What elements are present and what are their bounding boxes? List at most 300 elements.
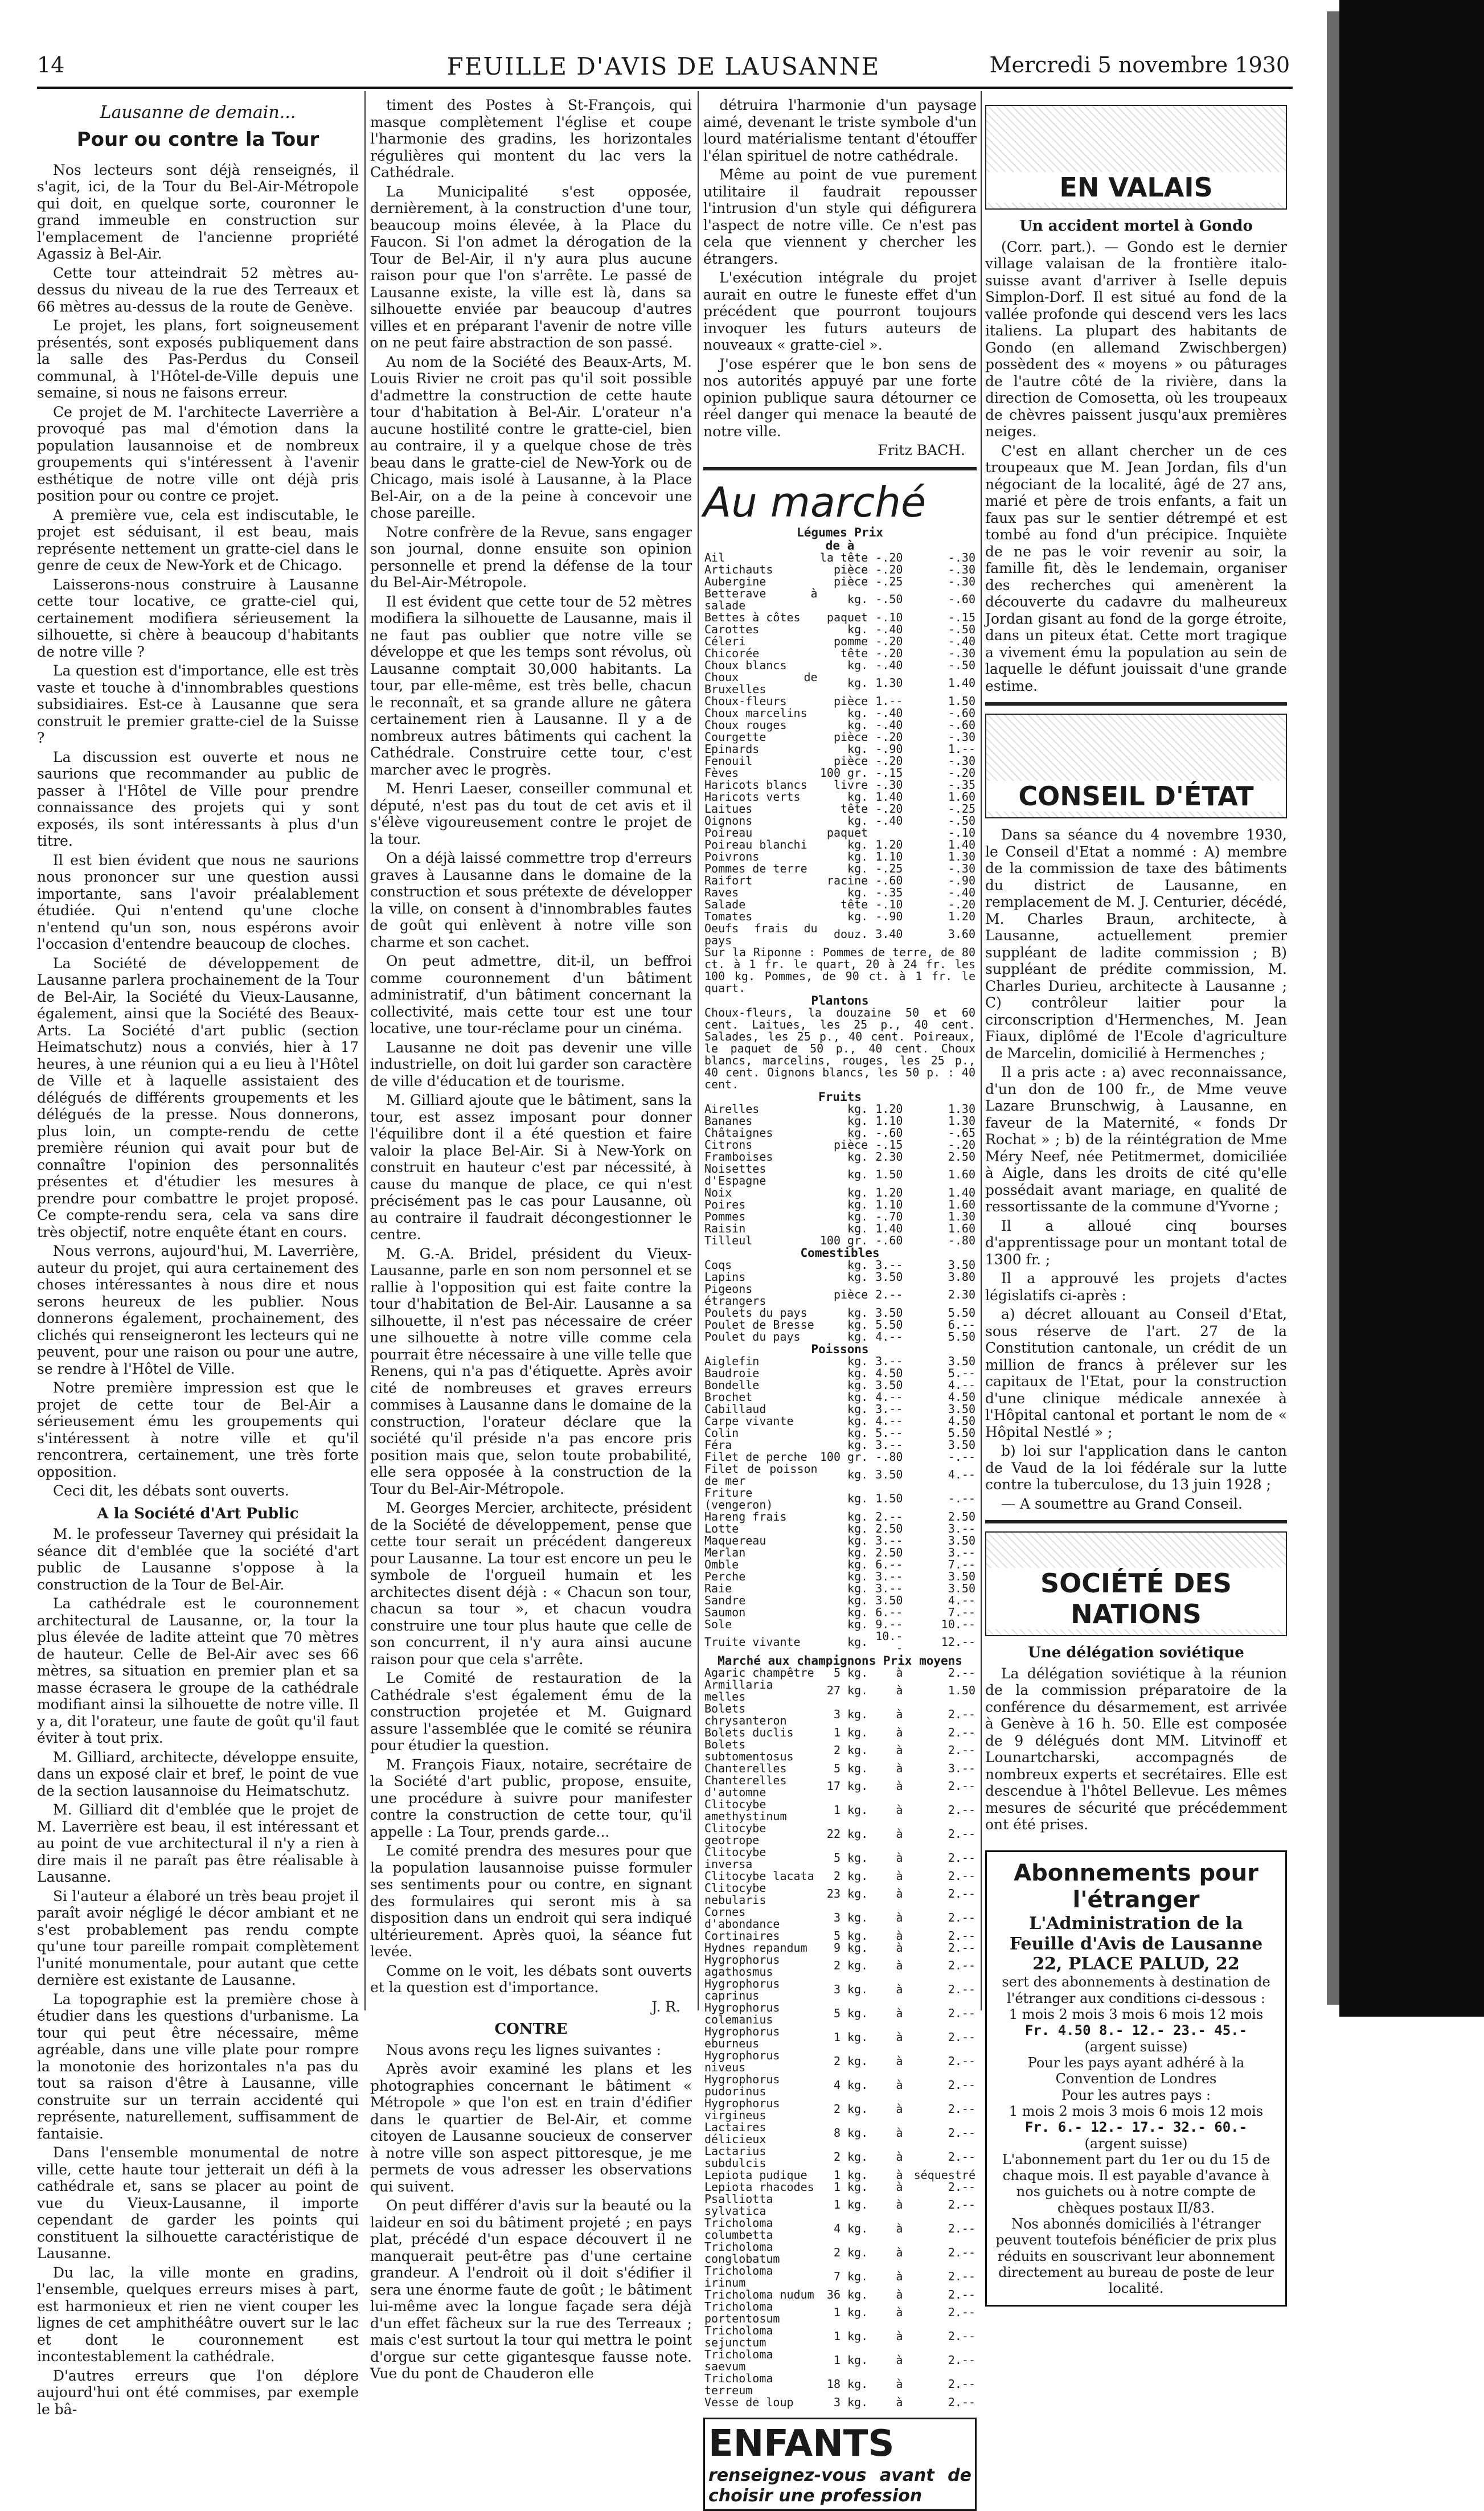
- table-cell: Baudroie: [704, 1366, 760, 1380]
- table-cell: Oignons: [704, 813, 753, 828]
- table-cell: à: [896, 2168, 903, 2182]
- table-cell: kg.: [847, 1509, 868, 1523]
- table-cell: 1.--: [875, 694, 903, 708]
- table-cell: 2.--: [948, 2287, 975, 2301]
- table-cell: Cabillaud: [704, 1402, 766, 1416]
- table-cell: -.60: [948, 706, 975, 720]
- en-valais-illustration: [985, 105, 1287, 210]
- table-row: [703, 1547, 977, 1559]
- table-row: [703, 2145, 977, 2169]
- table-cell: -.15: [948, 610, 975, 624]
- table-cell: Chicorée: [704, 646, 760, 660]
- table-cell: 4.--: [875, 1390, 903, 1404]
- table-cell: Lapins: [704, 1269, 746, 1284]
- table-cell: kg.: [847, 1414, 868, 1428]
- table-cell: tête: [840, 646, 868, 660]
- table-cell: 3.--: [948, 1545, 975, 1559]
- table-cell: Pommes de terre: [704, 861, 807, 875]
- table-cell: kg.: [847, 1366, 868, 1380]
- page-header: [37, 52, 1290, 87]
- table-cell: à: [896, 2006, 903, 2021]
- paragraph: Comme on le voit, les débats sont ouverts et la question est d'importance.: [370, 1962, 692, 1996]
- table-row: [703, 1331, 977, 1343]
- table-cell: Betterave à salade: [704, 586, 818, 612]
- table-row: [703, 1775, 977, 1799]
- table-cell: 3 kg.: [833, 1707, 868, 1722]
- table-row: [703, 791, 977, 803]
- table-cell: 2.--: [948, 1887, 975, 1901]
- table-cell: Filet de perche: [704, 1449, 807, 1464]
- table-row: [703, 911, 977, 923]
- table-cell: kg.: [847, 1221, 868, 1235]
- table-row: [703, 875, 977, 887]
- table-cell: kg.: [847, 1545, 868, 1559]
- table-cell: à: [896, 2054, 903, 2068]
- table-row: [703, 2002, 977, 2026]
- table-cell: 3.50: [875, 1468, 903, 1482]
- table-row: [703, 660, 977, 671]
- table-cell: -.60: [948, 718, 975, 732]
- table-row: [703, 1271, 977, 1283]
- table-cell: Tilleul: [704, 1233, 753, 1247]
- table-row: [703, 552, 977, 564]
- table-cell: 5.50: [948, 1426, 975, 1440]
- table-cell: livre: [833, 777, 868, 792]
- table-cell: -.10: [948, 825, 975, 839]
- table-row: [703, 1355, 977, 1367]
- table-cell: Céleri: [704, 634, 746, 648]
- table-cell: Brochet: [704, 1390, 753, 1404]
- table-cell: 1.10: [875, 1113, 903, 1128]
- scan-edge-shadow: [1327, 11, 1339, 2005]
- table-cell: -.30: [948, 730, 975, 744]
- table-cell: 1.50: [948, 1683, 975, 1698]
- news-headline: Un accident mortel à Gondo: [1019, 218, 1253, 235]
- table-cell: 3.--: [875, 1437, 903, 1452]
- column-rule: [981, 91, 982, 2010]
- table-cell: Tricholoma portentosum: [704, 2299, 780, 2325]
- table-row: [703, 671, 977, 695]
- subscription-ad: [985, 1850, 1287, 2307]
- table-cell: Vesse de loup: [704, 2395, 794, 2409]
- table-cell: kg.: [847, 718, 868, 732]
- table-cell: 3.--: [948, 1761, 975, 1775]
- table-cell: 1.30: [875, 676, 903, 690]
- table-cell: 2.--: [875, 1288, 903, 1302]
- table-row: [703, 1822, 977, 1846]
- table-cell: kg.: [847, 1378, 868, 1392]
- table-cell: 1.60: [948, 1221, 975, 1235]
- paragraph: Nos lecteurs sont déjà renseignés, il s'agit, ici, de la Tour du Bel-Air-Métropole qui doit, en quelque sorte, couronner le grand immeuble en construction sur l'emplacement de l'ancienne propriété Agassiz à Bel-Air.: [37, 161, 359, 262]
- table-cell: Airelles: [704, 1101, 760, 1116]
- table-cell: Cortinaires: [704, 1928, 780, 1943]
- paragraph: Lausanne ne doit pas devenir une ville industrielle, on doit lui garder son caractère de ville d'éducation et de tourisme.: [370, 1039, 692, 1089]
- table-cell: 2.30: [875, 1149, 903, 1164]
- table-cell: kg.: [847, 1125, 868, 1140]
- table-cell: 3.50: [948, 1402, 975, 1416]
- table-cell: kg.: [847, 909, 868, 923]
- paragraph: C'est en allant chercher un de ces troupeaux que M. Jean Jordan, fils d'un négociant de la localité, âgé de 27 ans, marié et père de trois enfants, a fait un faux pas sur le sentier détrempé et est tombé au fond d'un précipice. Inquiète de ne pas le voir revenir au soir, la famille fit, dès le lendemain, organiser des recherches qui amenèrent la découverte du cadavre du malheureux Jordan gisant au fond de la gorge étroite, dans un piteux état. Cette mort tragique a vivement ému la population au sein de laquelle le défunt jouissait d'une grande estime.: [985, 442, 1287, 694]
- table-row: [703, 1151, 977, 1163]
- table-cell: 8 kg.: [833, 2126, 868, 2140]
- table-cell: -.40: [875, 622, 903, 636]
- table-row: [703, 588, 977, 612]
- table-cell: 1.50: [948, 694, 975, 708]
- table-cell: kg.: [847, 1197, 868, 1211]
- table-cell: Choux rouges: [704, 718, 787, 732]
- table-row: [703, 767, 977, 779]
- table-cell: Truite vivante: [704, 1635, 801, 1649]
- table-cell: kg.: [847, 1402, 868, 1416]
- table-cell: 2 kg.: [833, 2150, 868, 2164]
- table-cell: kg.: [847, 1209, 868, 1223]
- table-cell: 1.60: [948, 789, 975, 804]
- table-cell: 2.--: [948, 1743, 975, 1758]
- table-cell: Hydnes repandum: [704, 1940, 807, 1955]
- table-row: [703, 1954, 977, 1978]
- paragraph: (Corr. part.). — Gondo est le dernier village valaisan de la frontière italo-suisse avant d'arriver à Iselle depuis Simplon-Dorf. Il est situé au fond de la vallée profonde qui descend vers les lacs italiens. La plupart des habitants de Gondo (en allemand Zwischbergen) possèdent des « moyens » ou pâturages de l'autre côté de la rivière, dans la direction de Comosetta, où les troupeaux de chèvres paissent jusqu'aux premières neiges.: [985, 238, 1287, 440]
- table-cell: 100 gr.: [819, 1449, 868, 1464]
- table-cell: Epinards: [704, 742, 760, 756]
- subscription-prices: Fr. 6.- 12.- 17.- 32.- 60.-: [1024, 2119, 1248, 2136]
- subscription-periods: 1 mois 2 mois 3 mois 6 mois 12 mois: [1009, 2103, 1264, 2119]
- table-cell: à: [896, 2198, 903, 2212]
- table-cell: 3.50: [948, 1569, 975, 1583]
- table-cell: 3.--: [875, 1257, 903, 1272]
- table-row: [703, 1667, 977, 1679]
- table-row: [703, 1127, 977, 1139]
- market-note: Sur la Riponne : Pommes de terre, de 80 ct. à 1 fr. le quart, 20 à 24 fr. les 100 kg. Pommes, de 90 ct. à 1 fr. le quart.: [704, 945, 975, 995]
- table-cell: Carpe vivante: [704, 1414, 794, 1428]
- table-cell: kg.: [847, 1492, 868, 1506]
- table-cell: 4.50: [948, 1390, 975, 1404]
- table-cell: Aubergine: [704, 574, 766, 588]
- table-cell: kg.: [847, 1168, 868, 1182]
- table-cell: 4.50: [948, 1414, 975, 1428]
- table-cell: Colin: [704, 1426, 739, 1440]
- table-cell: -.30: [948, 574, 975, 588]
- subscription-currency: (argent suisse): [1084, 2135, 1188, 2152]
- subscription-line: sert des abonnements à destination de l'étranger aux conditions ci-dessous :: [1002, 1974, 1270, 2006]
- table-row: [703, 2397, 977, 2408]
- table-cell: kg.: [847, 622, 868, 636]
- table-cell: -.10: [875, 897, 903, 911]
- subscription-prices: Fr. 4.50 8.- 12.- 23.- 45.-: [1024, 2022, 1248, 2039]
- paragraph: Même au point de vue purement utilitaire il faudrait repousser l'intrusion d'un style qui défigurera l'aspect de notre ville. Ce n'est pas cela que viennent y chercher les étrangers.: [703, 166, 977, 267]
- table-cell: -.20: [875, 550, 903, 564]
- table-cell: Poireau: [704, 825, 753, 839]
- table-cell: à: [896, 1707, 903, 1722]
- issue-date: Mercredi 5 novembre 1930: [989, 52, 1290, 77]
- table-cell: Clitocybe lacata: [704, 1869, 814, 1883]
- table-row: [703, 1559, 977, 1571]
- conseil-illustration: [985, 714, 1287, 818]
- table-cell: 2.--: [948, 2126, 975, 2140]
- table-cell: Omble: [704, 1557, 739, 1571]
- table-cell: Chanterelles d'automne: [704, 1773, 787, 1799]
- table-cell: Féra: [704, 1437, 732, 1452]
- table-cell: Maquereau: [704, 1533, 766, 1547]
- table-cell: Tricholoma nudum: [704, 2287, 814, 2301]
- table-row: [703, 755, 977, 767]
- table-cell: 100 gr.: [819, 765, 868, 780]
- table-cell: 2.--: [948, 2078, 975, 2092]
- table-cell: -.25: [875, 574, 903, 588]
- table-cell: kg.: [847, 1354, 868, 1368]
- paragraph: L'exécution intégrale du projet aurait en outre le funeste effet d'un précédent que pourront toujours invoquer les futurs auteurs de nouveaux « gratte-ciel ».: [703, 269, 977, 353]
- table-cell: kg.: [847, 1426, 868, 1440]
- table-cell: Raisin: [704, 1221, 746, 1235]
- table-cell: kg.: [847, 1533, 868, 1547]
- table-row: [703, 1511, 977, 1523]
- table-cell: kg.: [847, 1569, 868, 1583]
- table-row: [703, 803, 977, 815]
- valais-article: [985, 239, 1287, 695]
- table-cell: 3.50: [875, 1269, 903, 1284]
- table-cell: Haricots blancs: [704, 777, 807, 792]
- table-cell: kg.: [847, 1605, 868, 1619]
- table-row: [703, 863, 977, 875]
- table-cell: Haricots verts: [704, 789, 801, 804]
- market-section-champignons: Marché aux champignons Prix moyens: [718, 1653, 962, 1668]
- table-cell: Hygrophorus agathosmus: [704, 1952, 780, 1979]
- table-cell: Lotte: [704, 1521, 739, 1535]
- table-cell: à: [896, 1928, 903, 1943]
- table-cell: 7 kg.: [833, 2270, 868, 2284]
- news-headline: Une délégation soviétique: [1028, 1644, 1244, 1662]
- table-cell: 5 kg.: [833, 1761, 868, 1775]
- table-row: [703, 1930, 977, 1942]
- market-section-poissons: Poissons: [811, 1342, 869, 1356]
- table-cell: kg.: [847, 837, 868, 851]
- column-tour-article: [37, 97, 359, 2420]
- table-cell: Bananes: [704, 1113, 753, 1128]
- table-cell: à: [896, 2329, 903, 2344]
- header-rule: [37, 87, 1293, 89]
- table-cell: -.20: [875, 646, 903, 660]
- table-cell: à: [896, 1803, 903, 1817]
- table-cell: 2.--: [948, 1725, 975, 1739]
- table-cell: 22 kg.: [826, 1827, 868, 1841]
- table-cell: 12.--: [941, 1635, 975, 1649]
- table-cell: -.20: [875, 562, 903, 576]
- table-cell: à: [896, 1779, 903, 1793]
- separator: [985, 1520, 1287, 1523]
- table-row: [703, 2098, 977, 2121]
- table-row: [703, 1391, 977, 1403]
- table-row: [703, 1679, 977, 1703]
- table-cell: -.90: [875, 742, 903, 756]
- table-cell: Friture (vengeron): [704, 1485, 773, 1511]
- paragraph: — A soumettre au Grand Conseil.: [1001, 1495, 1243, 1512]
- table-cell: Salade: [704, 897, 746, 911]
- table-cell: Oeufs frais du pays: [704, 921, 818, 947]
- table-cell: à: [896, 1665, 903, 1680]
- table-row: [703, 695, 977, 707]
- table-cell: kg.: [847, 1617, 868, 1631]
- table-row: [703, 2349, 977, 2373]
- table-cell: 6.--: [875, 1605, 903, 1619]
- market-price-range-header: de à: [825, 538, 855, 552]
- table-cell: -.40: [875, 718, 903, 732]
- table-row: [703, 1199, 977, 1211]
- table-cell: Pommes: [704, 1209, 746, 1223]
- table-cell: kg.: [847, 1557, 868, 1571]
- table-cell: à: [896, 2030, 903, 2045]
- table-cell: 1.10: [875, 849, 903, 863]
- table-row: [703, 2217, 977, 2241]
- table-cell: 2.--: [948, 1940, 975, 1955]
- paragraph: Ce projet de M. l'architecte Laverrière a provoqué pas mal d'émotion dans la population lausannoise et de nombreux groupements qui s'intéressent à l'avenir esthétique de notre ville ont déjà pris position pour ou contre ce projet.: [37, 403, 359, 504]
- table-cell: Aiglefin: [704, 1354, 760, 1368]
- table-cell: 3 kg.: [833, 1982, 868, 1997]
- table-row: [703, 1535, 977, 1547]
- table-cell: 7.--: [948, 1605, 975, 1619]
- table-cell: à: [896, 2180, 903, 2194]
- table-cell: Clitocybe amethystinum: [704, 1797, 787, 1823]
- paragraph: M. Gilliard, architecte, développe ensuite, dans un exposé clair et bref, le point de vue de la section lausannoise du Heimatschutz.: [37, 1748, 359, 1799]
- letter-body-continued: [703, 97, 977, 440]
- table-row: [703, 1487, 977, 1511]
- table-cell: 2.--: [948, 2395, 975, 2409]
- table-cell: 3.50: [948, 1437, 975, 1452]
- table-cell: -.40: [875, 706, 903, 720]
- table-cell: -.35: [875, 885, 903, 899]
- table-cell: Hygrophorus colemanius: [704, 2000, 780, 2026]
- table-cell: Chanterelles: [704, 1761, 787, 1775]
- table-row: [703, 1942, 977, 1954]
- table-row: [703, 1703, 977, 1727]
- article-kicker: Lausanne de demain...: [100, 103, 296, 122]
- table-cell: 2.--: [948, 2222, 975, 2236]
- table-cell: kg.: [847, 1437, 868, 1452]
- table-cell: Lepiota rhacodes: [704, 2180, 814, 2194]
- paragraph: J'ose espérer que le bon sens de nos autorités appuyé par une forte opinion publique saura détourner ce réel danger qui menace la beauté de notre ville.: [703, 355, 977, 440]
- paragraph: La question est d'importance, elle est très vaste et touche à d'innombrables questions subsidiaires. Est-ce à Lausanne que sera construit le premier gratte-ciel de la Suisse ?: [37, 662, 359, 746]
- table-row: [703, 1211, 977, 1223]
- table-row: [703, 2241, 977, 2265]
- paragraph: On a déjà laissé commettre trop d'erreurs graves à Lausanne dans le domaine de la construction et sous prétexte de développer la ville, on consent à d'innombrables fautes de goût qui enlèvent à notre ville son charme et son cachet.: [370, 850, 692, 951]
- table-cell: 2.--: [948, 1869, 975, 1883]
- table-cell: -.30: [948, 562, 975, 576]
- article-body: [370, 97, 692, 1996]
- table-cell: 4 kg.: [833, 2078, 868, 2092]
- table-cell: 1 kg.: [833, 2030, 868, 2045]
- table-cell: -.80: [948, 1233, 975, 1247]
- table-cell: -.40: [875, 658, 903, 672]
- table-cell: à: [896, 1959, 903, 1973]
- table-cell: 6.--: [875, 1557, 903, 1571]
- column-market: [703, 97, 977, 2511]
- table-cell: Ail: [704, 550, 725, 564]
- table-cell: 3.60: [948, 927, 975, 941]
- table-cell: 2.--: [948, 2102, 975, 2116]
- table-row: [703, 1379, 977, 1391]
- table-cell: 2.50: [948, 1149, 975, 1164]
- market-section-comestibles: Comestibles: [800, 1246, 880, 1260]
- paragraph: Laisserons-nous construire à Lausanne cette tour locative, ce gratte-ciel qui, certainement modifiera sérieusement la silhouette, si chère à beaucoup d'habitants de notre ville ?: [37, 576, 359, 660]
- table-cell: kg.: [847, 1329, 868, 1343]
- table-cell: Tricholoma conglobatum: [704, 2239, 780, 2266]
- table-cell: à: [896, 2102, 903, 2116]
- table-cell: Armillaria melles: [704, 1677, 773, 1703]
- table-cell: -.30: [875, 777, 903, 792]
- table-cell: 3.--: [875, 1581, 903, 1595]
- table-cell: Poulets du pays: [704, 1305, 807, 1320]
- table-cell: 3.80: [948, 1269, 975, 1284]
- paragraph: Notre première impression est que le projet de cette tour de Bel-Air a sérieusement ému les groupements qui s'intéressent à notre ville et qu'il rencontrera, certainement, une très forte opposition.: [37, 1379, 359, 1480]
- paragraph: Dans l'ensemble monumental de notre ville, cette haute tour jetterait un défi à la cathédrale et, sans se placer au point de vue du Vieux-Lausanne, il importe cependant de garder les points qui constituent la silhouette caractéristique de Lausanne.: [37, 2144, 359, 2262]
- table-cell: 4.--: [948, 1468, 975, 1482]
- table-cell: 2.--: [948, 2246, 975, 2260]
- table-cell: 5.50: [948, 1305, 975, 1320]
- table-row: [703, 1319, 977, 1331]
- table-cell: Tricholoma terreum: [704, 2371, 773, 2397]
- table-cell: à: [896, 1851, 903, 1865]
- table-cell: 36 kg.: [826, 2287, 868, 2301]
- table-cell: 2.--: [948, 1779, 975, 1793]
- table-cell: Hygrophorus caprinus: [704, 1976, 780, 2002]
- table-cell: -.50: [875, 592, 903, 607]
- paragraph: On peut admettre, dit-il, un beffroi comme couronnement d'un bâtiment administratif, d'un bâtiment concernant la collectivité, mais cette tour est une tour locative, une tour-réclame pour un cinéma.: [370, 953, 692, 1037]
- table-cell: 3.--: [948, 1521, 975, 1535]
- table-cell: 7.--: [948, 1557, 975, 1571]
- conseil-heading: CONSEIL D'ÉTAT: [986, 781, 1286, 812]
- market-note: Choux-fleurs, la douzaine 50 et 60 cent. Laitues, les 25 p., 40 cent. Salades, les 25 p., 40 cent. Poireaux, le paquet de 50 p., 40 cent. Choux blancs, marcelins, rouges, les 25 p., 40 cent. Oignons blancs, les 50 p. : 40 cent.: [704, 1005, 975, 1091]
- table-row: [703, 1631, 977, 1654]
- table-row: [703, 648, 977, 660]
- table-cell: -.--: [948, 1492, 975, 1506]
- table-cell: Tricholoma columbetta: [704, 2215, 773, 2242]
- table-cell: 2.--: [948, 2377, 975, 2391]
- table-cell: 1.60: [948, 1168, 975, 1182]
- masthead: FEUILLE D'AVIS DE LAUSANNE: [446, 52, 880, 80]
- table-cell: 1.40: [875, 1221, 903, 1235]
- paragraph: Il a pris acte : a) avec reconnaissance, d'un don de 100 fr., de Mme veuve Lazare Brunschwig, à Lausanne, en faveur de la Maternité, « fonds Dr Rochat » ; b) de la réintégration de Mme Méry Neef, née Petitmermet, domiciliée à Aigle, dans les droits de cité qu'elle possédait avant mariage, en qualité de ressortissante de la commune d'Yvorne ;: [985, 1064, 1287, 1215]
- table-row: [703, 1846, 977, 1870]
- table-row: [703, 899, 977, 911]
- paragraph: détruira l'harmonie d'un paysage aimé, devenant le triste symbole d'un lourd matérialisme tentant d'étouffer l'élan spirituel de notre cathédrale.: [703, 97, 977, 164]
- table-cell: kg.: [847, 1390, 868, 1404]
- table-cell: Raifort: [704, 873, 753, 887]
- table-row: [703, 1223, 977, 1235]
- table-cell: -.20: [875, 801, 903, 816]
- paragraph: Il est évident que cette tour de 52 mètres modifiera la silhouette de Lausanne, mais il ne faut pas oublier que notre ville se développe et que les temps sont révolus, où Lausanne comptait 30,000 habitants. La tour, par elle-même, est très belle, chacun le reconnaît, et sa grande allure ne gâtera certainement rien à Lausanne. Il y a de nombreux autres bâtiments qui cachent la Cathédrale. Construire cette tour, c'est marcher avec le progrès.: [370, 593, 692, 778]
- table-cell: 3.50: [948, 1354, 975, 1368]
- table-cell: Courgette: [704, 730, 766, 744]
- paragraph: La délégation soviétique à la réunion de la commission préparatoire de la conférence du désarmement, est arrivée à Genève à 16 h. 50. Elle est composée de 9 délégués dont MM. Litvinoff et Lounartcharski, accompagnés de nombreux experts et secrétaires. Elle est descendue à l'hôtel Bellevue. Les mêmes mesures de sécurité que précédemment ont été prises.: [985, 1665, 1287, 1833]
- table-cell: -.60: [948, 592, 975, 607]
- table-row: [703, 2026, 977, 2050]
- table-cell: 1.--: [948, 742, 975, 756]
- table-cell: 2.--: [948, 1803, 975, 1817]
- table-row: [703, 1882, 977, 1906]
- column-tour-continued: [370, 97, 692, 2385]
- table-cell: Choux marcelins: [704, 706, 807, 720]
- paragraph: Le Comité de restauration de la Cathédrale s'est également ému de la construction projetée et M. Guignard assure l'assemblée que le comité se réunira pour étudier la question.: [370, 1670, 692, 1754]
- table-cell: kg.: [847, 1101, 868, 1116]
- table-cell: Cornes d'abondance: [704, 1904, 780, 1931]
- table-cell: Hygrophorus eburneus: [704, 2024, 780, 2050]
- table-row: [703, 2193, 977, 2217]
- table-cell: kg.: [847, 1468, 868, 1482]
- table-cell: 2.30: [948, 1288, 975, 1302]
- subscription-line: Nos abonnés domiciliés à l'étranger peuvent toutefois bénéficier de prix plus réduits en souscrivant leur abonnement directement au bureau de poste de leur localité.: [995, 2216, 1277, 2297]
- table-cell: -.20: [948, 1137, 975, 1152]
- table-cell: 2.--: [875, 1509, 903, 1523]
- table-cell: à: [896, 2078, 903, 2092]
- table-cell: 2.--: [948, 2150, 975, 2164]
